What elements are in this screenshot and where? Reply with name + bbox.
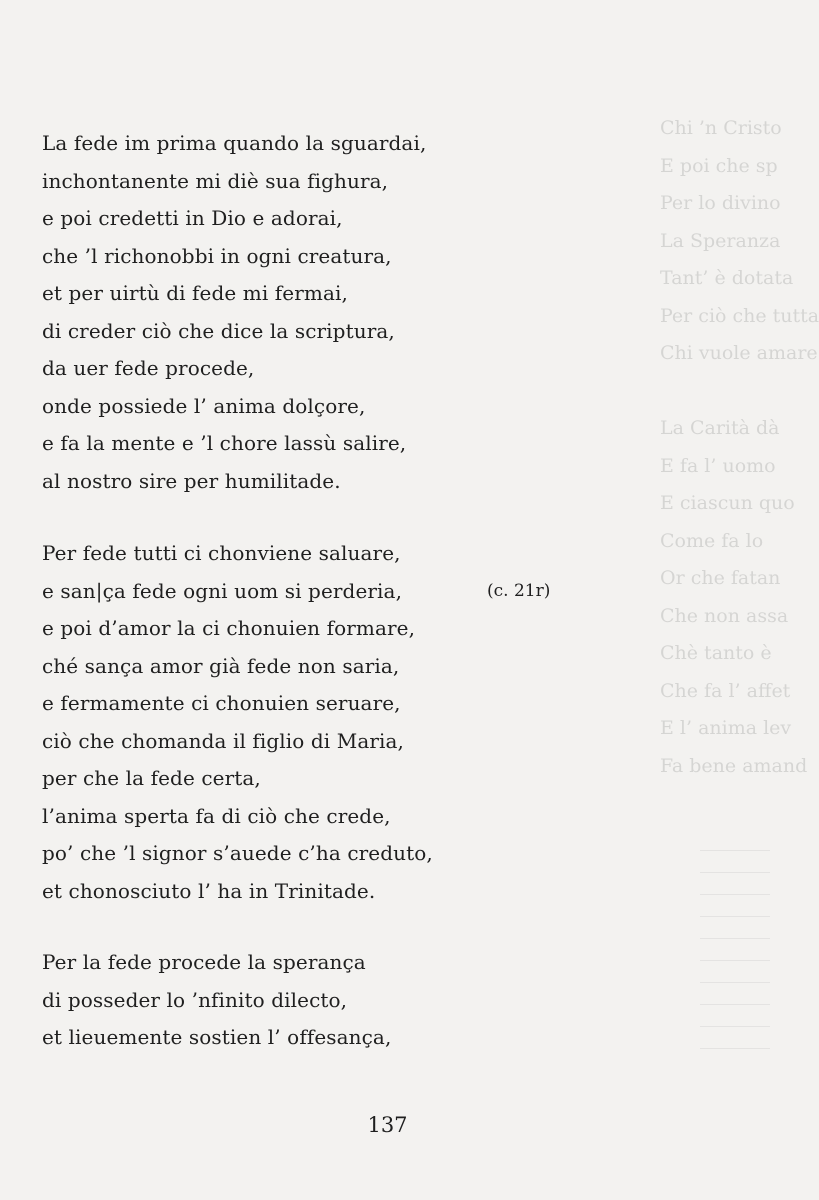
verse-line: po’ che ’l signor s’auede c’ha creduto, bbox=[42, 841, 433, 865]
verse-line: e fa la mente e ’l chore lassù salire, bbox=[42, 431, 407, 455]
verse-line: e fermamente ci chonuien seruare, bbox=[42, 691, 401, 715]
verse-line: e poi d’amor la ci chonuien formare, bbox=[42, 616, 416, 640]
stanza-1 bbox=[42, 125, 426, 500]
verse-line: et chonosciuto l’ ha in Trinitade. bbox=[42, 878, 376, 903]
stanza-2 bbox=[42, 535, 433, 910]
verse-line: Per fede tutti ci chonviene saluare, bbox=[42, 541, 401, 565]
verse-line: l’anima sperta fa di ciò che crede, bbox=[42, 803, 391, 828]
page-number: 137 bbox=[367, 1113, 408, 1137]
verse-line: da uer fede procede, bbox=[42, 356, 255, 380]
verse-line: di posseder lo ’nfinito dilecto, bbox=[42, 987, 348, 1012]
verse-line: La fede im prima quando la sguardai, bbox=[42, 131, 427, 155]
verse-line: di creder ciò che dice la scriptura, bbox=[42, 318, 395, 343]
verse-line: inchontanente mi diè sua fighura, bbox=[42, 168, 389, 193]
verse-line: e poi credetti in Dio e adorai, bbox=[42, 206, 343, 230]
show-through-text: Chi ’n Cristo E poi che sp Per lo divino La Speranza Tant’ è dotata Per ciò che tutta Chi vuole amare La Carità dà E fa l’ uomo E ciascun quo Come fa lo Or che fatan Che non assa Chè tanto è Che fa l’ affet E l’ anima lev Fa bene amand bbox=[660, 117, 819, 777]
verse-line: per che la fede certa, bbox=[42, 766, 261, 790]
verse-line: e san|ça fede ogni uom si perderia, bbox=[42, 578, 403, 603]
verse-line: Per la fede procede la sperança bbox=[42, 950, 366, 974]
verse-line: et per uirtù di fede mi fermai, bbox=[42, 281, 348, 305]
verse-line: che ’l richonobbi in ogni creatura, bbox=[42, 243, 392, 268]
verse-line: et lieuemente sostien l’ offesança, bbox=[42, 1025, 392, 1049]
show-through-notes bbox=[700, 850, 770, 1070]
verse-line: onde possiede l’ anima dolçore, bbox=[42, 393, 366, 418]
verse-line: ciò che chomanda il figlio di Maria, bbox=[42, 728, 404, 753]
stanza-3 bbox=[42, 944, 391, 1057]
verse-line: al nostro sire per humilitade. bbox=[42, 468, 341, 493]
verse-line: ché sança amor già fede non saria, bbox=[42, 653, 400, 678]
manuscript-folio-note: (c. 21r) bbox=[487, 581, 551, 601]
